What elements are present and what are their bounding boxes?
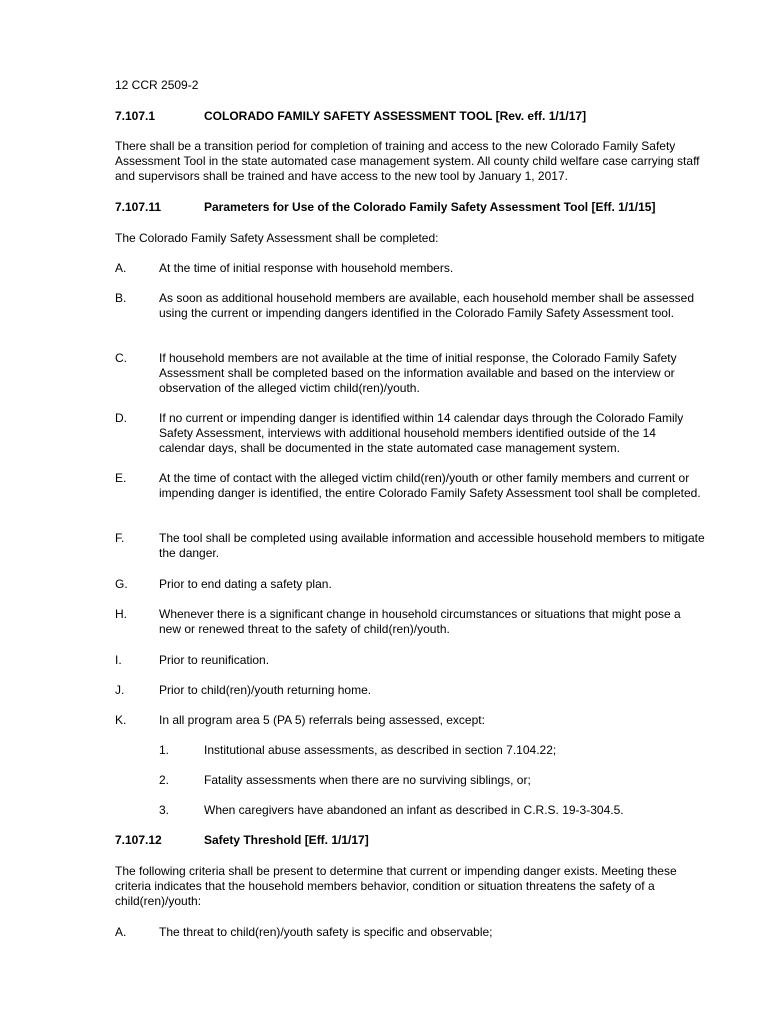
- list-item: [115, 683, 705, 698]
- section-paragraph: The following criteria shall be present to determine that current or impending danger exists. Meeting these criteria indicates that the household members behavior, condition or situation threatens the safety of a child(ren)/youth:: [115, 864, 677, 908]
- list-item-text: At the time of initial response with household members.: [159, 261, 454, 275]
- sub-list-marker: 3.: [159, 803, 170, 817]
- sub-list-item: [159, 803, 705, 818]
- section-heading-7-107-1: [115, 109, 586, 124]
- list-item: [115, 291, 705, 321]
- list-item: [115, 261, 705, 276]
- list-item-text: At the time of contact with the alleged victim child(ren)/youth or other family members and current or impending danger is identified, the entire Colorado Family Safety Assessment tool shall be completed.: [159, 471, 701, 500]
- section-heading-7-107-11: [115, 200, 655, 215]
- sub-list-item: [159, 773, 705, 788]
- list-item-text: If household members are not available at the time of initial response, the Colorado Family Safety Assessment shall be completed based on the information available and based on the interview or observation of the alleged victim child(ren)/youth.: [159, 351, 677, 395]
- list-item-text: As soon as additional household members are available, each household member shall be assessed using the current or impending dangers identified in the Colorado Family Safety Assessment tool.: [159, 291, 694, 320]
- list-marker: J.: [115, 683, 125, 697]
- sub-list-item-text: Fatality assessments when there are no surviving siblings, or;: [204, 773, 531, 787]
- list-item-text: Whenever there is a significant change in household circumstances or situations that might pose a new or renewed threat to the safety of child(ren)/youth.: [159, 607, 681, 636]
- list-marker: A.: [115, 261, 127, 275]
- list-item-text: If no current or impending danger is identified within 14 calendar days through the Colorado Family Safety Assessment, interviews with additional household members identified outside of the 14 calendar days, shall be documented in the state automated case management system.: [159, 411, 684, 455]
- list-marker: B.: [115, 291, 127, 305]
- list-marker: G.: [115, 577, 128, 591]
- section-number: 7.107.1: [115, 109, 156, 123]
- list-marker: H.: [115, 607, 127, 621]
- list-item: [115, 713, 705, 728]
- sub-list-marker: 1.: [159, 743, 170, 757]
- list-item: [115, 351, 705, 396]
- section-intro: The Colorado Family Safety Assessment shall be completed:: [115, 231, 439, 245]
- list-marker: D.: [115, 411, 127, 425]
- section-title: COLORADO FAMILY SAFETY ASSESSMENT TOOL [Rev. eff. 1/1/17]: [204, 109, 587, 123]
- sub-list-item: [159, 743, 705, 758]
- list-item: [115, 411, 705, 456]
- list-marker: A.: [115, 925, 127, 939]
- section-title: Parameters for Use of the Colorado Family Safety Assessment Tool [Eff. 1/1/15]: [204, 200, 656, 214]
- section-paragraph: There shall be a transition period for completion of training and access to the new Colorado Family Safety Assessment Tool in the state automated case management system. All county child welfare case carrying staff and supervisors shall be trained and have access to the new tool by January 1, 2017.: [115, 139, 700, 183]
- list-marker: C.: [115, 351, 127, 365]
- section-number: 7.107.12: [115, 833, 162, 847]
- sub-list-item-text: When caregivers have abandoned an infant as described in C.R.S. 19-3-304.5.: [204, 803, 624, 817]
- list-marker: F.: [115, 531, 125, 545]
- list-marker: K.: [115, 713, 127, 727]
- list-item: [115, 531, 705, 561]
- sub-list-item-text: Institutional abuse assessments, as described in section 7.104.22;: [204, 743, 557, 757]
- section-number: 7.107.11: [115, 200, 162, 214]
- list-marker: E.: [115, 471, 127, 485]
- list-item-text: Prior to reunification.: [159, 653, 270, 667]
- list-item-text: The tool shall be completed using available information and accessible household members to mitigate the danger.: [159, 531, 705, 560]
- regulation-reference: 12 CCR 2509-2: [115, 78, 199, 92]
- sub-list-marker: 2.: [159, 773, 170, 787]
- list-marker: I.: [115, 653, 122, 667]
- list-item: [115, 607, 705, 637]
- list-item: [115, 653, 705, 668]
- list-item: [115, 577, 705, 592]
- list-item-text: Prior to end dating a safety plan.: [159, 577, 332, 591]
- section-heading-7-107-12: [115, 833, 369, 848]
- section-title: Safety Threshold [Eff. 1/1/17]: [204, 833, 369, 847]
- list-item-text: Prior to child(ren)/youth returning home.: [159, 683, 372, 697]
- list-item-text: In all program area 5 (PA 5) referrals being assessed, except:: [159, 713, 485, 727]
- list-item: [115, 471, 705, 501]
- list-item-text: The threat to child(ren)/youth safety is specific and observable;: [159, 925, 493, 939]
- list-item: [115, 925, 705, 940]
